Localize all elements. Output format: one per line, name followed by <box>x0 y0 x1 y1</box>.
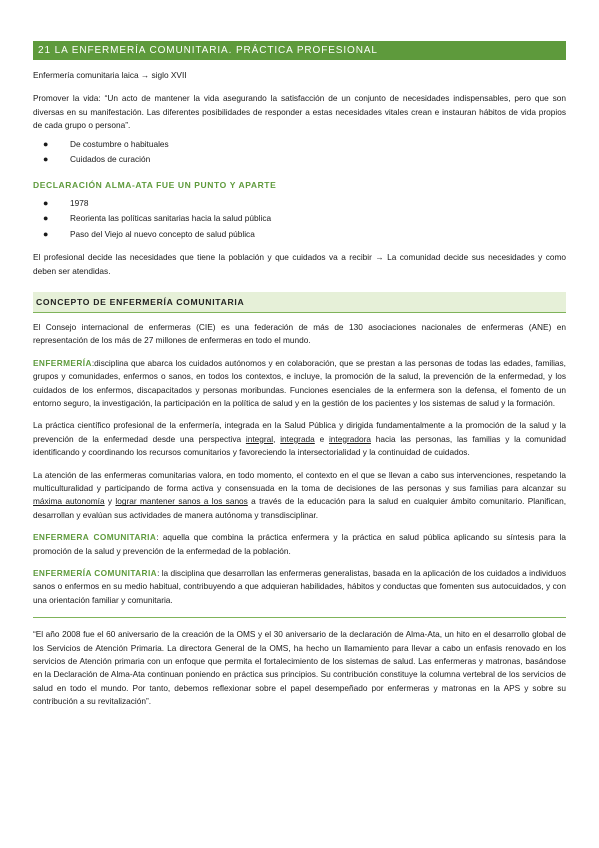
concepto-heading: CONCEPTO DE ENFERMERÍA COMUNITARIA <box>33 292 566 313</box>
alma-ata-heading: DECLARACIÓN ALMA-ATA FUE UN PUNTO Y APARTE <box>33 179 277 190</box>
atencion-text: La atención de las enfermeras comunitarias valora, en todo momento, el contexto en el que se llevan a cabo sus intervenciones, respetando la multiculturalidad y participando de forma activa y consensuada en la toma de decisiones de las personas y sus familias para alcanzar su <box>33 469 566 493</box>
enfermeria-label: ENFERMERÍA <box>33 357 92 368</box>
promover-paragraph <box>33 92 566 132</box>
underlined-term: integrada <box>280 433 315 444</box>
list-item <box>33 211 566 227</box>
atencion-paragraph <box>33 469 566 523</box>
enfermeria-comunitaria-label: ENFERMERÍA COMUNITARIA <box>33 568 158 579</box>
promover-label: Promover la vida <box>33 93 99 104</box>
list-item-label: Reorienta las políticas sanitarias hacia la salud pública <box>70 213 272 224</box>
enfermera-comunitaria-text: : aquella que combina la práctica enfermera y la práctica en salud pública aplicando su síntesis para la promoción de la salud y prevención de la enfermedad de la población. <box>33 532 567 556</box>
bullet-list-cuidados <box>33 137 566 168</box>
list-item <box>33 196 566 212</box>
atencion-text: y <box>104 496 116 507</box>
enfermeria-definition <box>33 357 566 411</box>
practica-text: hacia las personas, las familias y la comunidad identificando y coordinando los recursos comunitarios y favoreciendo la intersectorialidad y la continuidad de cuidados. <box>33 433 566 458</box>
practica-text: , <box>273 433 281 444</box>
intro-line: Enfermería comunitaria laica → siglo XVII <box>33 70 187 80</box>
practica-text: e <box>314 433 329 444</box>
enfermeria-comunitaria-text: : la disciplina que desarrollan las enfermeras generalistas, basada en la aplicación de los cuidados a individuos sanos o enfermos en su medio habitual, contribuyendo a que adquieran habilidades, hábitos y conductas que fomenten sus autocuidados, y con una orientación familiar y comunitaria. <box>33 568 567 605</box>
bullet-icon: ● <box>43 197 49 208</box>
list-item-label: Paso del Viejo al nuevo concepto de salud pública <box>70 228 255 239</box>
bullet-icon: ● <box>43 228 49 239</box>
list-item-label: 1978 <box>70 197 89 208</box>
list-item-label: Cuidados de curación <box>70 154 151 165</box>
document-page <box>33 41 566 709</box>
enfermeria-comunitaria-definition <box>33 567 566 607</box>
bullet-icon: ● <box>43 213 49 224</box>
list-item-label: De costumbre o habituales <box>70 138 169 149</box>
cie-paragraph: El Consejo internacional de enfermeras (CIE) es una federación de más de 130 asociaciones nacionales de enfermeras (ANE) en representación de los más de 27 millones de enfermeras en todo el mundo. <box>33 321 566 346</box>
underlined-term: lograr mantener sanos a los sanos <box>115 496 248 507</box>
bullet-icon: ● <box>43 154 49 165</box>
underlined-term: máxima autonomía <box>33 496 105 507</box>
list-item <box>33 227 566 243</box>
list-item <box>33 137 566 153</box>
practica-text: La práctica científico profesional de la enfermería, integrada en la Salud Pública y dirigida fundamentalmente a la promoción de la salud y la prevención de la enfermedad desde una perspectiva <box>33 420 566 444</box>
atencion-text: a través de la educación para la salud en cualquier ámbito comunitario. Planifican, desarrollan y evalúan sus actividades de manera autónoma y transdisciplinar. <box>33 496 567 520</box>
profesional-paragraph: El profesional decide las necesidades que tiene la población y que cuidados va a recibir → La comunidad decide sus necesidades y como deben ser atendidas. <box>33 252 566 276</box>
underlined-term: integral <box>245 433 274 444</box>
enfermera-comunitaria-label: ENFERMERA COMUNITARIA <box>33 532 157 543</box>
oms-quote: “El año 2008 fue el 60 aniversario de la creación de la OMS y el 30 aniversario de la declaración de Alma-Ata, un hito en el desarrollo global de los Servicios de Atención Primaria. La directora General de la OMS, ha hecho un llamamiento para llevar a cabo un enfasis renovado en los servicios de Atención primaria con un enfoque que permita el fortalecimiento de los sistemas de salud. Las enfermeras y matronas, basándose en la Declaración de Alma-Ata continuan poniendo en práctica sus principios. Su contribución constituye la columna vertebral de los servicios de salud en todo el mundo. Por tanto, debemos reflexionar sobre el papel desempeñado por enfermeras y matronas en la APS y sobre su contribución a su revitalización”. <box>33 629 566 707</box>
enfermeria-text: :disciplina que abarca los cuidados autónomos y en colaboración, que se prestan a las personas de todas las edades, familias, grupos y comunidades, enfermos o sanos, en todos los contextos, e incluye, la promoción de la salud, la prevención de la enfermedad, y los cuidados de los enfermos, discapacitados y personas moribundas. Funciones esenciales de la enfermera son la defensa, el fomento de un entorno seguro, la investigación, la participación en la política de salud y en la gestión de los pacientes y los sistemas de salud y la formación. <box>33 357 566 408</box>
practica-paragraph <box>33 419 566 459</box>
promover-text: : “Un acto de mantener la vida asegurando la satisfacción de un conjunto de necesidades indispensables, pero que son diversas en su manifestación. Las diferentes posibilidades de responder a estas necesidades vitales crean e instauran hábitos de vida propios de cada grupo o persona”. <box>33 93 566 131</box>
list-item <box>33 152 566 168</box>
enfermera-comunitaria-definition <box>33 531 566 558</box>
chapter-title: 21 LA ENFERMERÍA COMUNITARIA. PRÁCTICA PROFESIONAL <box>33 41 566 60</box>
bullet-icon: ● <box>43 138 49 149</box>
bullet-list-alma-ata <box>33 196 566 243</box>
underlined-term: integradora <box>328 433 371 444</box>
section-divider <box>33 617 566 618</box>
